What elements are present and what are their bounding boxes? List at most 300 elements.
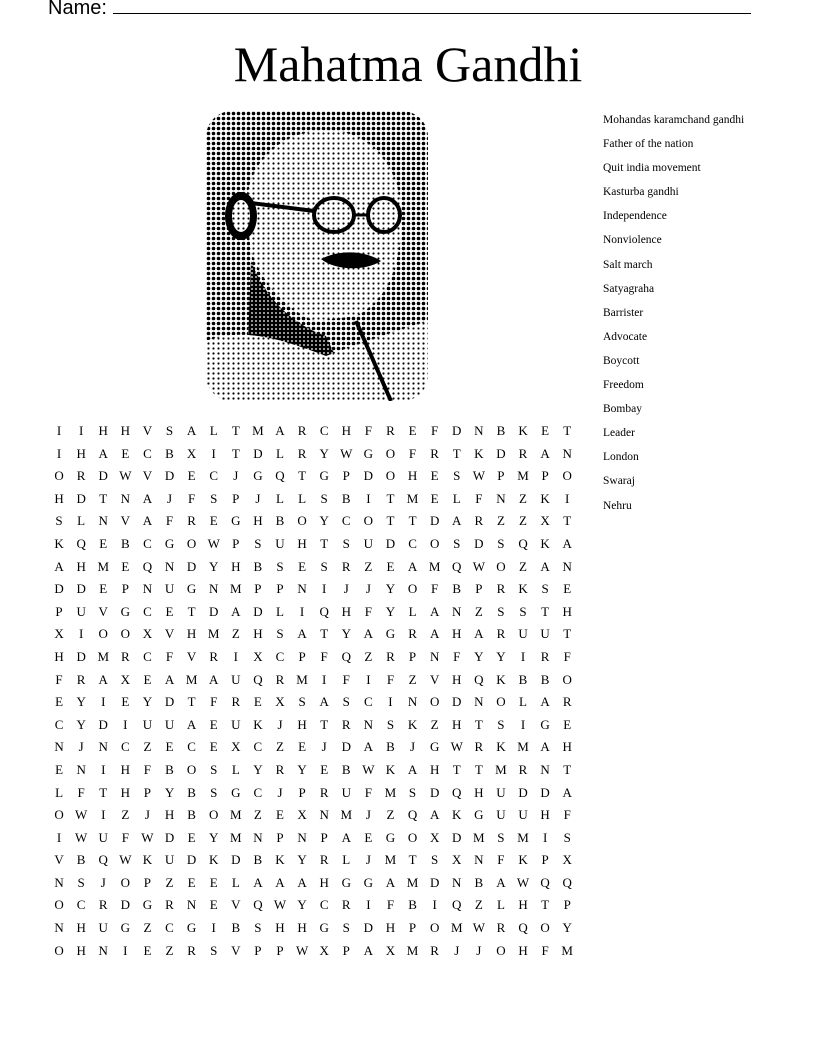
grid-letter[interactable]: T: [563, 761, 572, 777]
grid-letter[interactable]: I: [432, 897, 437, 913]
grid-letter[interactable]: R: [496, 920, 506, 936]
grid-letter[interactable]: D: [76, 648, 86, 664]
grid-letter[interactable]: W: [119, 468, 132, 484]
grid-letter[interactable]: L: [276, 445, 284, 461]
grid-letter[interactable]: E: [99, 535, 108, 551]
grid-letter[interactable]: N: [474, 852, 484, 868]
grid-letter[interactable]: N: [540, 761, 550, 777]
grid-letter[interactable]: E: [187, 829, 196, 845]
grid-letter[interactable]: O: [562, 671, 572, 687]
grid-letter[interactable]: A: [275, 874, 285, 890]
grid-letter[interactable]: T: [298, 468, 307, 484]
grid-letter[interactable]: D: [186, 852, 197, 868]
grid-letter[interactable]: P: [143, 874, 152, 890]
grid-letter[interactable]: F: [55, 671, 63, 687]
grid-letter[interactable]: M: [230, 807, 242, 823]
grid-letter[interactable]: L: [519, 694, 527, 710]
grid-letter[interactable]: G: [186, 581, 197, 597]
grid-letter[interactable]: M: [97, 558, 110, 574]
grid-letter[interactable]: A: [363, 739, 374, 755]
grid-letter[interactable]: F: [386, 671, 395, 687]
grid-letter[interactable]: G: [540, 716, 550, 732]
grid-letter[interactable]: H: [98, 423, 108, 438]
grid-letter[interactable]: J: [233, 468, 239, 484]
grid-letter[interactable]: R: [231, 694, 241, 710]
grid-letter[interactable]: Y: [164, 784, 175, 800]
grid-letter[interactable]: S: [254, 535, 262, 551]
grid-letter[interactable]: B: [253, 852, 263, 868]
grid-letter[interactable]: Y: [474, 648, 484, 664]
grid-letter[interactable]: B: [386, 739, 395, 755]
grid-letter[interactable]: P: [121, 581, 129, 597]
grid-letter[interactable]: K: [474, 445, 484, 461]
grid-letter[interactable]: L: [55, 784, 64, 800]
grid-letter[interactable]: E: [209, 513, 218, 529]
grid-letter[interactable]: I: [322, 581, 327, 597]
grid-letter[interactable]: G: [341, 874, 351, 890]
grid-letter[interactable]: N: [474, 423, 484, 438]
grid-letter[interactable]: Q: [452, 558, 462, 574]
grid-letter[interactable]: M: [517, 829, 529, 845]
grid-letter[interactable]: N: [54, 920, 64, 936]
grid-letter[interactable]: F: [563, 648, 571, 664]
grid-letter[interactable]: S: [320, 490, 328, 506]
grid-letter[interactable]: P: [276, 829, 284, 845]
grid-letter[interactable]: T: [452, 761, 461, 777]
grid-letter[interactable]: A: [98, 445, 108, 461]
grid-letter[interactable]: Y: [297, 761, 307, 777]
grid-letter[interactable]: P: [475, 581, 483, 597]
grid-letter[interactable]: N: [164, 558, 175, 574]
grid-letter[interactable]: E: [121, 558, 130, 574]
grid-letter[interactable]: D: [76, 490, 86, 506]
grid-letter[interactable]: D: [363, 468, 374, 484]
grid-letter[interactable]: Z: [408, 671, 417, 687]
grid-letter[interactable]: H: [186, 626, 197, 642]
grid-letter[interactable]: Q: [562, 874, 572, 890]
grid-letter[interactable]: A: [385, 874, 396, 890]
grid-letter[interactable]: K: [518, 581, 528, 597]
grid-letter[interactable]: T: [408, 852, 417, 868]
grid-letter[interactable]: H: [76, 558, 86, 574]
grid-letter[interactable]: L: [231, 761, 240, 777]
grid-letter[interactable]: H: [385, 920, 396, 936]
grid-letter[interactable]: A: [297, 874, 307, 890]
grid-letter[interactable]: O: [98, 626, 108, 642]
grid-letter[interactable]: H: [76, 445, 86, 461]
grid-letter[interactable]: X: [54, 626, 64, 642]
grid-letter[interactable]: S: [276, 626, 284, 642]
grid-letter[interactable]: B: [165, 761, 174, 777]
grid-letter[interactable]: N: [98, 942, 108, 958]
grid-letter[interactable]: A: [429, 807, 440, 823]
grid-letter[interactable]: F: [77, 784, 85, 800]
grid-letter[interactable]: T: [563, 626, 572, 642]
grid-letter[interactable]: X: [319, 942, 329, 958]
grid-letter[interactable]: I: [101, 694, 106, 710]
grid-letter[interactable]: V: [231, 897, 241, 913]
grid-letter[interactable]: O: [496, 694, 506, 710]
grid-letter[interactable]: P: [143, 784, 152, 800]
grid-letter[interactable]: Q: [474, 671, 484, 687]
grid-letter[interactable]: A: [452, 513, 462, 529]
grid-letter[interactable]: P: [276, 581, 284, 597]
grid-letter[interactable]: A: [164, 671, 175, 687]
grid-letter[interactable]: K: [540, 535, 550, 551]
grid-letter[interactable]: O: [120, 626, 131, 642]
grid-letter[interactable]: B: [76, 852, 86, 868]
grid-letter[interactable]: N: [297, 829, 307, 845]
grid-letter[interactable]: Y: [496, 648, 506, 664]
grid-letter[interactable]: K: [452, 807, 462, 823]
grid-letter[interactable]: P: [497, 468, 505, 484]
grid-letter[interactable]: I: [520, 716, 526, 732]
grid-letter[interactable]: F: [364, 784, 372, 800]
grid-letter[interactable]: W: [472, 468, 485, 484]
grid-letter[interactable]: U: [98, 920, 108, 936]
grid-letter[interactable]: H: [120, 761, 131, 777]
grid-letter[interactable]: R: [341, 897, 351, 913]
grid-letter[interactable]: X: [120, 671, 131, 687]
grid-letter[interactable]: M: [428, 558, 441, 574]
grid-letter[interactable]: Y: [319, 445, 329, 461]
grid-letter[interactable]: I: [56, 445, 62, 461]
grid-letter[interactable]: D: [429, 784, 440, 800]
grid-letter[interactable]: B: [253, 558, 263, 574]
grid-letter[interactable]: L: [496, 897, 505, 913]
grid-letter[interactable]: S: [497, 535, 505, 551]
grid-letter[interactable]: A: [540, 445, 550, 461]
grid-letter[interactable]: B: [341, 490, 351, 506]
grid-letter[interactable]: I: [366, 897, 371, 913]
grid-letter[interactable]: S: [453, 535, 461, 551]
grid-letter[interactable]: Y: [253, 761, 263, 777]
grid-letter[interactable]: N: [474, 694, 484, 710]
grid-letter[interactable]: D: [231, 852, 241, 868]
grid-letter[interactable]: E: [563, 581, 572, 597]
grid-letter[interactable]: N: [319, 807, 329, 823]
grid-letter[interactable]: J: [277, 716, 283, 732]
grid-letter[interactable]: G: [385, 626, 396, 642]
grid-letter[interactable]: E: [408, 423, 417, 438]
grid-letter[interactable]: O: [562, 468, 572, 484]
grid-letter[interactable]: U: [363, 535, 374, 551]
grid-letter[interactable]: B: [187, 807, 196, 823]
grid-letter[interactable]: H: [540, 807, 550, 823]
grid-letter[interactable]: P: [342, 942, 350, 958]
grid-letter[interactable]: U: [76, 603, 86, 619]
grid-letter[interactable]: N: [429, 648, 440, 664]
grid-letter[interactable]: O: [297, 513, 307, 529]
grid-letter[interactable]: F: [342, 671, 350, 687]
grid-letter[interactable]: Z: [519, 558, 527, 574]
grid-letter[interactable]: A: [429, 603, 440, 619]
grid-letter[interactable]: V: [120, 513, 131, 529]
grid-letter[interactable]: V: [98, 603, 108, 619]
grid-letter[interactable]: D: [540, 784, 550, 800]
grid-letter[interactable]: D: [54, 581, 64, 597]
grid-letter[interactable]: S: [497, 603, 505, 619]
grid-letter[interactable]: A: [275, 423, 285, 438]
grid-letter[interactable]: C: [143, 603, 152, 619]
grid-letter[interactable]: X: [452, 852, 462, 868]
grid-letter[interactable]: A: [407, 558, 418, 574]
grid-letter[interactable]: H: [297, 716, 307, 732]
grid-letter[interactable]: M: [207, 626, 220, 642]
grid-letter[interactable]: S: [210, 784, 218, 800]
grid-letter[interactable]: Z: [143, 739, 152, 755]
grid-letter[interactable]: X: [142, 626, 153, 642]
grid-letter[interactable]: E: [253, 694, 262, 710]
grid-letter[interactable]: H: [253, 513, 263, 529]
grid-letter[interactable]: M: [384, 784, 397, 800]
grid-letter[interactable]: G: [385, 829, 396, 845]
grid-letter[interactable]: T: [474, 761, 483, 777]
grid-letter[interactable]: K: [54, 535, 64, 551]
grid-letter[interactable]: U: [231, 671, 241, 687]
grid-letter[interactable]: S: [298, 694, 306, 710]
grid-letter[interactable]: E: [165, 603, 174, 619]
grid-letter[interactable]: P: [298, 648, 306, 664]
grid-letter[interactable]: H: [297, 920, 307, 936]
grid-letter[interactable]: C: [165, 920, 174, 936]
grid-letter[interactable]: T: [99, 490, 108, 506]
grid-letter[interactable]: A: [186, 716, 197, 732]
grid-letter[interactable]: R: [319, 852, 329, 868]
grid-letter[interactable]: N: [54, 874, 64, 890]
grid-letter[interactable]: W: [472, 558, 485, 574]
grid-letter[interactable]: T: [386, 490, 395, 506]
grid-letter[interactable]: M: [97, 648, 110, 664]
grid-letter[interactable]: I: [299, 603, 305, 619]
grid-letter[interactable]: O: [209, 807, 219, 823]
grid-letter[interactable]: S: [276, 558, 284, 574]
grid-letter[interactable]: A: [363, 626, 374, 642]
grid-letter[interactable]: N: [209, 581, 219, 597]
grid-letter[interactable]: W: [362, 761, 375, 777]
grid-letter[interactable]: T: [99, 784, 108, 800]
grid-letter[interactable]: Q: [452, 897, 462, 913]
grid-letter[interactable]: P: [563, 897, 571, 913]
grid-letter[interactable]: G: [253, 468, 263, 484]
grid-letter[interactable]: Y: [76, 716, 86, 732]
grid-letter[interactable]: M: [406, 490, 419, 506]
grid-letter[interactable]: I: [366, 490, 371, 506]
grid-letter[interactable]: G: [363, 445, 374, 461]
grid-letter[interactable]: X: [385, 942, 396, 958]
grid-letter[interactable]: V: [54, 852, 64, 868]
grid-letter[interactable]: D: [164, 694, 175, 710]
grid-letter[interactable]: F: [431, 423, 439, 438]
grid-letter[interactable]: Q: [275, 468, 285, 484]
grid-letter[interactable]: P: [408, 648, 417, 664]
grid-letter[interactable]: E: [430, 490, 439, 506]
grid-letter[interactable]: B: [275, 513, 285, 529]
grid-letter[interactable]: A: [142, 513, 153, 529]
grid-letter[interactable]: C: [76, 897, 86, 913]
grid-letter[interactable]: H: [275, 920, 285, 936]
grid-letter[interactable]: D: [253, 603, 263, 619]
grid-letter[interactable]: R: [297, 445, 307, 461]
grid-letter[interactable]: G: [429, 739, 440, 755]
grid-letter[interactable]: H: [54, 648, 64, 664]
grid-letter[interactable]: A: [562, 784, 572, 800]
grid-letter[interactable]: C: [253, 739, 263, 755]
grid-letter[interactable]: U: [98, 829, 108, 845]
grid-letter[interactable]: E: [364, 829, 373, 845]
grid-letter[interactable]: I: [56, 829, 62, 845]
grid-letter[interactable]: M: [252, 423, 264, 438]
grid-letter[interactable]: T: [408, 513, 417, 529]
grid-letter[interactable]: S: [210, 761, 218, 777]
grid-letter[interactable]: Q: [253, 671, 263, 687]
grid-letter[interactable]: N: [120, 490, 131, 506]
grid-letter[interactable]: O: [385, 468, 396, 484]
grid-letter[interactable]: U: [496, 784, 506, 800]
grid-letter[interactable]: R: [408, 626, 417, 642]
grid-letter[interactable]: W: [75, 807, 88, 823]
grid-letter[interactable]: P: [541, 852, 549, 868]
grid-letter[interactable]: H: [452, 716, 462, 732]
grid-letter[interactable]: R: [518, 445, 528, 461]
grid-letter[interactable]: H: [164, 807, 175, 823]
grid-letter[interactable]: K: [142, 852, 153, 868]
grid-letter[interactable]: I: [322, 671, 327, 687]
grid-letter[interactable]: H: [319, 874, 329, 890]
grid-letter[interactable]: Q: [518, 920, 528, 936]
grid-letter[interactable]: I: [56, 423, 62, 438]
grid-letter[interactable]: A: [142, 490, 153, 506]
grid-letter[interactable]: W: [516, 874, 530, 890]
grid-letter[interactable]: F: [165, 513, 174, 529]
grid-letter[interactable]: Y: [341, 626, 351, 642]
grid-letter[interactable]: F: [165, 648, 174, 664]
grid-letter[interactable]: M: [517, 468, 529, 484]
grid-letter[interactable]: U: [518, 807, 528, 823]
grid-letter[interactable]: R: [209, 648, 219, 664]
grid-letter[interactable]: E: [187, 874, 196, 890]
grid-letter[interactable]: L: [276, 490, 284, 506]
grid-letter[interactable]: F: [453, 648, 461, 664]
grid-letter[interactable]: I: [388, 694, 393, 710]
grid-letter[interactable]: A: [540, 558, 550, 574]
grid-letter[interactable]: K: [518, 852, 528, 868]
grid-letter[interactable]: W: [119, 852, 132, 868]
grid-letter[interactable]: W: [450, 739, 463, 755]
grid-letter[interactable]: N: [407, 694, 418, 710]
grid-letter[interactable]: T: [452, 445, 461, 461]
grid-letter[interactable]: N: [452, 874, 462, 890]
grid-letter[interactable]: J: [365, 807, 371, 823]
grid-letter[interactable]: I: [366, 671, 371, 687]
grid-letter[interactable]: S: [55, 513, 63, 529]
grid-letter[interactable]: S: [77, 874, 85, 890]
grid-letter[interactable]: N: [562, 445, 572, 461]
grid-letter[interactable]: D: [341, 739, 351, 755]
grid-letter[interactable]: P: [55, 603, 63, 619]
grid-letter[interactable]: L: [298, 490, 307, 506]
grid-letter[interactable]: F: [431, 581, 439, 597]
grid-letter[interactable]: Z: [165, 874, 174, 890]
grid-letter[interactable]: L: [77, 513, 86, 529]
grid-letter[interactable]: T: [320, 535, 329, 551]
grid-letter[interactable]: S: [453, 468, 461, 484]
grid-letter[interactable]: X: [253, 648, 263, 664]
grid-letter[interactable]: E: [121, 694, 130, 710]
grid-letter[interactable]: E: [209, 739, 218, 755]
grid-letter[interactable]: J: [255, 490, 261, 506]
grid-letter[interactable]: M: [406, 874, 419, 890]
grid-letter[interactable]: P: [254, 581, 262, 597]
grid-letter[interactable]: O: [54, 897, 64, 913]
grid-letter[interactable]: J: [144, 807, 150, 823]
grid-letter[interactable]: O: [54, 807, 64, 823]
grid-letter[interactable]: G: [231, 513, 241, 529]
grid-letter[interactable]: B: [452, 581, 462, 597]
grid-letter[interactable]: S: [519, 603, 527, 619]
grid-letter[interactable]: P: [342, 468, 350, 484]
grid-letter[interactable]: T: [231, 423, 240, 438]
grid-letter[interactable]: R: [386, 648, 395, 664]
grid-letter[interactable]: D: [452, 829, 462, 845]
grid-letter[interactable]: H: [562, 603, 572, 619]
grid-letter[interactable]: Y: [385, 581, 396, 597]
grid-letter[interactable]: M: [230, 829, 242, 845]
grid-letter[interactable]: A: [98, 671, 108, 687]
grid-letter[interactable]: F: [497, 852, 505, 868]
grid-letter[interactable]: L: [408, 603, 417, 619]
grid-letter[interactable]: A: [319, 694, 329, 710]
grid-letter[interactable]: R: [496, 581, 506, 597]
grid-letter[interactable]: F: [143, 761, 152, 777]
grid-letter[interactable]: R: [518, 761, 528, 777]
grid-letter[interactable]: O: [54, 468, 64, 484]
grid-letter[interactable]: N: [142, 581, 153, 597]
grid-letter[interactable]: O: [429, 694, 440, 710]
grid-letter[interactable]: B: [518, 671, 528, 687]
grid-letter[interactable]: N: [562, 558, 572, 574]
grid-letter[interactable]: J: [277, 784, 283, 800]
grid-letter[interactable]: R: [562, 694, 572, 710]
grid-letter[interactable]: S: [386, 716, 395, 732]
grid-letter[interactable]: G: [164, 535, 175, 551]
grid-letter[interactable]: Z: [364, 558, 373, 574]
grid-letter[interactable]: N: [98, 739, 108, 755]
grid-letter[interactable]: N: [98, 513, 108, 529]
grid-letter[interactable]: O: [407, 581, 418, 597]
grid-letter[interactable]: N: [186, 897, 197, 913]
grid-letter[interactable]: Z: [519, 513, 527, 529]
grid-letter[interactable]: C: [143, 445, 152, 461]
grid-letter[interactable]: C: [143, 535, 152, 551]
grid-letter[interactable]: Y: [319, 513, 329, 529]
grid-letter[interactable]: A: [496, 874, 506, 890]
grid-letter[interactable]: Q: [319, 603, 329, 619]
grid-letter[interactable]: Y: [562, 920, 572, 936]
grid-letter[interactable]: O: [186, 535, 197, 551]
grid-letter[interactable]: U: [142, 716, 153, 732]
grid-letter[interactable]: Z: [430, 716, 439, 732]
grid-letter[interactable]: W: [75, 829, 88, 845]
grid-letter[interactable]: Q: [76, 535, 86, 551]
grid-letter[interactable]: T: [563, 423, 572, 438]
grid-letter[interactable]: M: [450, 920, 463, 936]
grid-letter[interactable]: L: [452, 490, 461, 506]
grid-letter[interactable]: A: [54, 558, 64, 574]
grid-letter[interactable]: K: [407, 716, 418, 732]
grid-letter[interactable]: X: [275, 694, 285, 710]
grid-letter[interactable]: B: [120, 535, 130, 551]
